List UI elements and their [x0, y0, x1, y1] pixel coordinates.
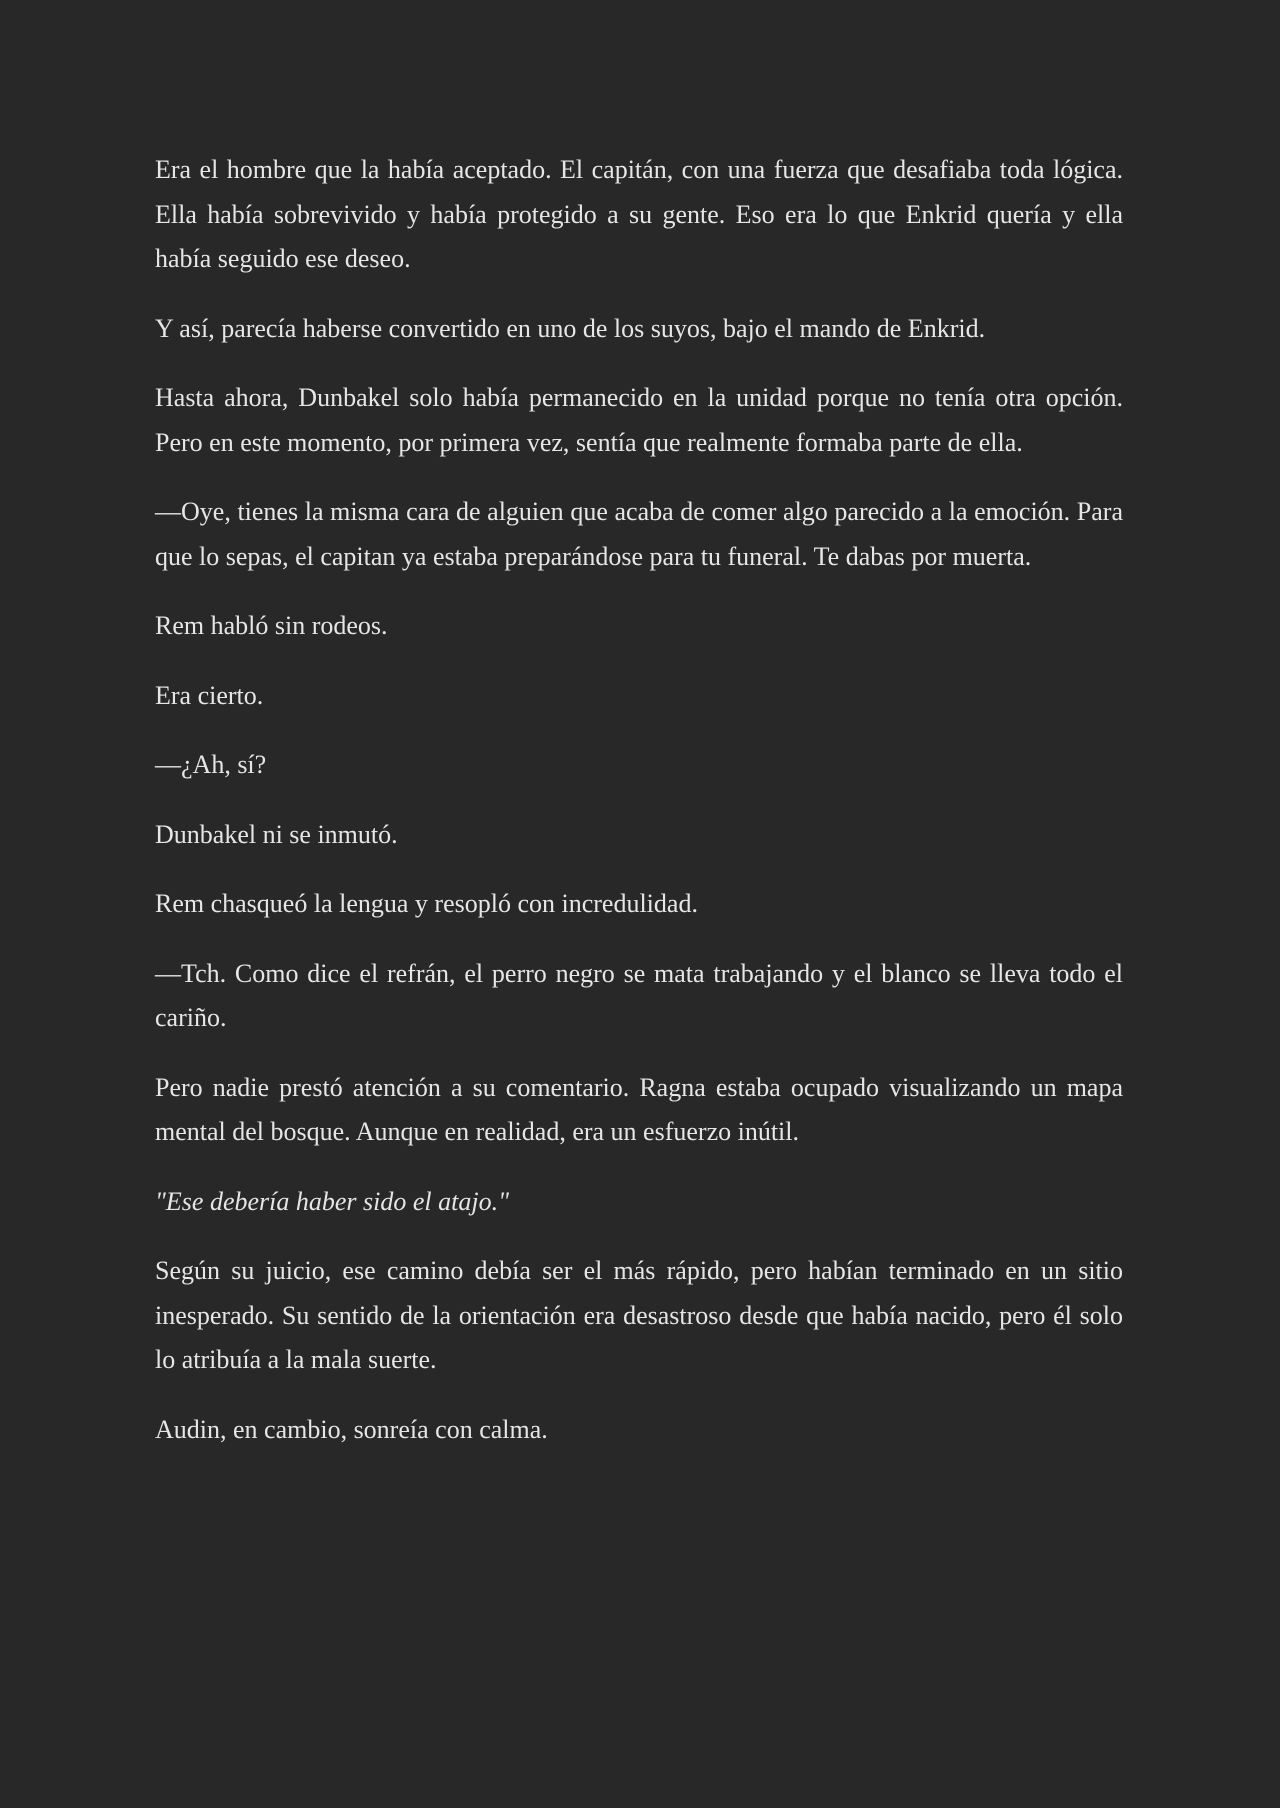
- paragraph: Hasta ahora, Dunbakel solo había permanecido en la unidad porque no tenía otra opción. Pero en este momento, por primera vez, sentía que realmente formaba parte de ella.: [155, 383, 1123, 457]
- paragraph: Dunbakel ni se inmutó.: [155, 819, 398, 849]
- paragraph: Era cierto.: [155, 680, 264, 710]
- paragraph: Rem chasqueó la lengua y resopló con incredulidad.: [155, 889, 698, 918]
- paragraph: —Oye, tienes la misma cara de alguien que acaba de comer algo parecido a la emoción. Para que lo sepas, el capitan ya estaba preparándose para tu funeral. Te dabas por muerta.: [155, 497, 1123, 571]
- paragraph: Y así, parecía haberse convertido en uno de los suyos, bajo el mando de Enkrid.: [155, 313, 986, 343]
- paragraph: —¿Ah, sí?: [155, 750, 267, 779]
- paragraph: Era el hombre que la había aceptado. El capitán, con una fuerza que desafiaba toda lógica. Ella había sobrevivido y había protegido a su gente. Eso era lo que Enkrid quería y ella había seguido ese deseo.: [155, 155, 1123, 273]
- italic-thought-paragraph: "Ese debería haber sido el atajo.": [155, 1186, 510, 1216]
- paragraph: —Tch. Como dice el refrán, el perro negro se mata trabajando y el blanco se lleva todo el cariño.: [155, 958, 1123, 1032]
- paragraph: Según su juicio, ese camino debía ser el más rápido, pero habían terminado en un sitio inesperado. Su sentido de la orientación era desastroso desde que había nacido, pero él solo lo atribuía a la mala suerte.: [155, 1256, 1123, 1374]
- chapter-text: [155, 148, 1123, 1477]
- paragraph: Audin, en cambio, sonreía con calma.: [155, 1414, 548, 1444]
- paragraph: Pero nadie prestó atención a su comentario. Ragna estaba ocupado visualizando un mapa mental del bosque. Aunque en realidad, era un esfuerzo inútil.: [155, 1072, 1123, 1146]
- paragraph: Rem habló sin rodeos.: [155, 611, 388, 640]
